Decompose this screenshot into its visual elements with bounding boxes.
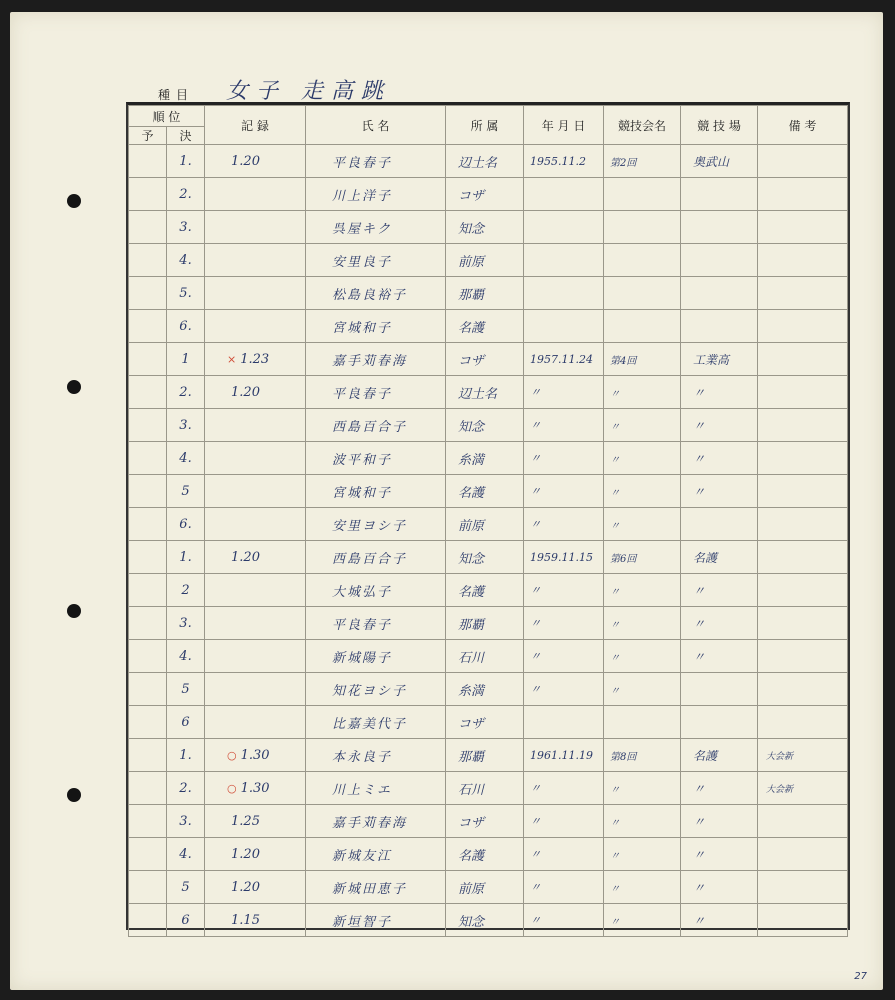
header-date: 年 月 日 — [524, 106, 604, 145]
affiliation-cell: 名護 — [446, 574, 524, 607]
date-cell: 1957.11.24 — [524, 343, 604, 376]
records-table — [126, 102, 850, 930]
note-cell — [758, 574, 848, 607]
binder-hole — [67, 194, 81, 208]
date-cell: 1955.11.2 — [524, 145, 604, 178]
note-cell — [758, 838, 848, 871]
affiliation-cell: 辺土名 — [446, 145, 524, 178]
header-prelim: 予 — [129, 127, 167, 145]
note-cell — [758, 640, 848, 673]
prelim-cell — [129, 640, 167, 673]
venue-cell: 〃 — [681, 376, 758, 409]
record-value: 1.20 — [231, 384, 260, 400]
venue-cell: 〃 — [681, 871, 758, 904]
header-rank: 順 位 — [129, 106, 205, 127]
rank-cell: 4. — [167, 442, 205, 475]
rank-cell: 5 — [167, 475, 205, 508]
competition-cell: 〃 — [604, 574, 681, 607]
prelim-cell — [129, 904, 167, 937]
rank-cell: 1. — [167, 145, 205, 178]
table-row — [129, 739, 848, 772]
affiliation-cell: 辺土名 — [446, 376, 524, 409]
name-cell: 川上ミエ — [306, 772, 446, 805]
rank-cell: 2. — [167, 376, 205, 409]
venue-cell: 名護 — [681, 739, 758, 772]
venue-cell — [681, 310, 758, 343]
header-name: 氏 名 — [306, 106, 446, 145]
page-number: 27 — [854, 971, 867, 982]
name-cell: 嘉手苅春海 — [306, 343, 446, 376]
record-cell — [205, 244, 306, 277]
affiliation-cell: 那覇 — [446, 739, 524, 772]
note-cell — [758, 178, 848, 211]
rank-cell: 6. — [167, 508, 205, 541]
affiliation-cell: 知念 — [446, 904, 524, 937]
record-cell — [205, 277, 306, 310]
name-cell: 新城陽子 — [306, 640, 446, 673]
date-cell: 〃 — [524, 574, 604, 607]
affiliation-cell: コザ — [446, 805, 524, 838]
table-row — [129, 838, 848, 871]
prelim-cell — [129, 277, 167, 310]
rank-cell: 5 — [167, 673, 205, 706]
competition-cell: 〃 — [604, 673, 681, 706]
competition-cell: 〃 — [604, 442, 681, 475]
venue-cell — [681, 673, 758, 706]
table-row — [129, 805, 848, 838]
table-row — [129, 244, 848, 277]
competition-cell — [604, 178, 681, 211]
prelim-cell — [129, 145, 167, 178]
affiliation-cell: 石川 — [446, 640, 524, 673]
record-cell — [205, 871, 306, 904]
name-cell: 呉屋キク — [306, 211, 446, 244]
rank-cell: 3. — [167, 211, 205, 244]
note-cell — [758, 277, 848, 310]
date-cell — [524, 244, 604, 277]
venue-cell — [681, 277, 758, 310]
name-cell: 新城友江 — [306, 838, 446, 871]
record-mark: ○ — [227, 781, 237, 795]
date-cell: 〃 — [524, 805, 604, 838]
note-cell — [758, 805, 848, 838]
record-cell — [205, 178, 306, 211]
venue-cell: 〃 — [681, 904, 758, 937]
affiliation-cell: 前原 — [446, 508, 524, 541]
record-cell — [205, 376, 306, 409]
prelim-cell — [129, 805, 167, 838]
rank-cell: 5. — [167, 277, 205, 310]
competition-cell: 〃 — [604, 475, 681, 508]
record-cell — [205, 541, 306, 574]
date-cell: 1959.11.15 — [524, 541, 604, 574]
name-cell: 知花ヨシ子 — [306, 673, 446, 706]
note-cell — [758, 508, 848, 541]
affiliation-cell: 名護 — [446, 838, 524, 871]
table-row — [129, 442, 848, 475]
note-cell — [758, 904, 848, 937]
record-cell — [205, 145, 306, 178]
record-cell — [205, 640, 306, 673]
venue-cell: 名護 — [681, 541, 758, 574]
note-cell — [758, 673, 848, 706]
venue-cell: 〃 — [681, 475, 758, 508]
competition-cell: 第6回 — [604, 541, 681, 574]
header-final: 決 — [167, 127, 205, 145]
affiliation-cell: 名護 — [446, 475, 524, 508]
prelim-cell — [129, 409, 167, 442]
competition-cell: 〃 — [604, 607, 681, 640]
name-cell: 西島百合子 — [306, 541, 446, 574]
record-cell — [205, 706, 306, 739]
note-cell — [758, 211, 848, 244]
rank-cell: 6. — [167, 310, 205, 343]
rank-cell: 4. — [167, 244, 205, 277]
name-cell: 川上洋子 — [306, 178, 446, 211]
name-cell: 波平和子 — [306, 442, 446, 475]
record-cell — [205, 508, 306, 541]
competition-cell: 〃 — [604, 409, 681, 442]
record-cell — [205, 772, 306, 805]
record-cell — [205, 343, 306, 376]
affiliation-cell: 知念 — [446, 541, 524, 574]
record-cell — [205, 574, 306, 607]
table-row — [129, 343, 848, 376]
prelim-cell — [129, 244, 167, 277]
table-row — [129, 211, 848, 244]
date-cell: 1961.11.19 — [524, 739, 604, 772]
rank-cell: 1 — [167, 343, 205, 376]
record-cell — [205, 838, 306, 871]
record-cell — [205, 409, 306, 442]
record-cell — [205, 442, 306, 475]
rank-cell: 1. — [167, 541, 205, 574]
header-venue: 競 技 場 — [681, 106, 758, 145]
competition-cell: 第4回 — [604, 343, 681, 376]
rank-cell: 6 — [167, 904, 205, 937]
prelim-cell — [129, 673, 167, 706]
header-affiliation: 所 属 — [446, 106, 524, 145]
record-value: 1.20 — [231, 846, 260, 862]
prelim-cell — [129, 772, 167, 805]
venue-cell: 〃 — [681, 805, 758, 838]
name-cell: 松島良裕子 — [306, 277, 446, 310]
competition-cell — [604, 277, 681, 310]
date-cell: 〃 — [524, 376, 604, 409]
event-title: 女子 走高跳 — [226, 79, 391, 104]
venue-cell: 奥武山 — [681, 145, 758, 178]
record-value: 1.23 — [240, 351, 270, 367]
table-row — [129, 475, 848, 508]
affiliation-cell: コザ — [446, 178, 524, 211]
table-row — [129, 673, 848, 706]
date-cell: 〃 — [524, 904, 604, 937]
record-cell — [205, 805, 306, 838]
record-cell — [205, 739, 306, 772]
record-value: 1.20 — [231, 549, 260, 565]
record-cell — [205, 475, 306, 508]
table-row — [129, 904, 848, 937]
rank-cell: 5 — [167, 871, 205, 904]
affiliation-cell: 名護 — [446, 310, 524, 343]
affiliation-cell: コザ — [446, 706, 524, 739]
table-row — [129, 574, 848, 607]
competition-cell: 〃 — [604, 805, 681, 838]
name-cell: 西島百合子 — [306, 409, 446, 442]
table-row — [129, 508, 848, 541]
date-cell — [524, 706, 604, 739]
date-cell: 〃 — [524, 475, 604, 508]
date-cell — [524, 277, 604, 310]
note-cell — [758, 409, 848, 442]
record-mark: ○ — [227, 748, 237, 762]
affiliation-cell: 那覇 — [446, 277, 524, 310]
venue-cell: 〃 — [681, 640, 758, 673]
prelim-cell — [129, 343, 167, 376]
date-cell: 〃 — [524, 838, 604, 871]
name-cell: 嘉手苅春海 — [306, 805, 446, 838]
record-mark: × — [227, 352, 237, 366]
event-label: 種目 — [158, 88, 195, 102]
competition-cell: 〃 — [604, 904, 681, 937]
rank-cell: 6 — [167, 706, 205, 739]
rank-cell: 3. — [167, 805, 205, 838]
prelim-cell — [129, 376, 167, 409]
competition-cell — [604, 310, 681, 343]
date-cell: 〃 — [524, 442, 604, 475]
header-notes: 備 考 — [758, 106, 848, 145]
note-cell — [758, 244, 848, 277]
record-cell — [205, 310, 306, 343]
venue-cell: 〃 — [681, 838, 758, 871]
prelim-cell — [129, 541, 167, 574]
affiliation-cell: 那覇 — [446, 607, 524, 640]
record-value: 1.30 — [240, 780, 270, 796]
competition-cell: 〃 — [604, 772, 681, 805]
rank-cell: 4. — [167, 838, 205, 871]
venue-cell: 〃 — [681, 607, 758, 640]
event-header — [136, 76, 536, 103]
name-cell: 安里ヨシ子 — [306, 508, 446, 541]
name-cell: 比嘉美代子 — [306, 706, 446, 739]
note-cell — [758, 871, 848, 904]
affiliation-cell: 石川 — [446, 772, 524, 805]
competition-cell: 〃 — [604, 508, 681, 541]
binder-hole — [67, 604, 81, 618]
name-cell: 安里良子 — [306, 244, 446, 277]
competition-cell — [604, 706, 681, 739]
prelim-cell — [129, 310, 167, 343]
name-cell: 新城田恵子 — [306, 871, 446, 904]
rank-cell: 3. — [167, 409, 205, 442]
record-value: 1.30 — [240, 747, 270, 763]
binder-hole — [67, 380, 81, 394]
date-cell: 〃 — [524, 607, 604, 640]
note-cell: 大会新 — [758, 772, 848, 805]
note-cell — [758, 706, 848, 739]
affiliation-cell: コザ — [446, 343, 524, 376]
competition-cell: 第8回 — [604, 739, 681, 772]
prelim-cell — [129, 871, 167, 904]
competition-cell: 第2回 — [604, 145, 681, 178]
record-cell — [205, 607, 306, 640]
competition-cell — [604, 211, 681, 244]
record-value: 1.20 — [231, 879, 260, 895]
venue-cell — [681, 706, 758, 739]
venue-cell — [681, 244, 758, 277]
table-row — [129, 541, 848, 574]
competition-cell: 〃 — [604, 640, 681, 673]
note-cell — [758, 145, 848, 178]
table-row — [129, 640, 848, 673]
prelim-cell — [129, 442, 167, 475]
venue-cell: 工業高 — [681, 343, 758, 376]
rank-cell: 2. — [167, 178, 205, 211]
note-cell — [758, 310, 848, 343]
venue-cell — [681, 178, 758, 211]
venue-cell: 〃 — [681, 574, 758, 607]
table-row — [129, 772, 848, 805]
rank-cell: 1. — [167, 739, 205, 772]
prelim-cell — [129, 211, 167, 244]
venue-cell — [681, 508, 758, 541]
prelim-cell — [129, 739, 167, 772]
table-row — [129, 706, 848, 739]
affiliation-cell: 前原 — [446, 244, 524, 277]
header-competition: 競技会名 — [604, 106, 681, 145]
competition-cell — [604, 244, 681, 277]
name-cell: 宮城和子 — [306, 310, 446, 343]
date-cell: 〃 — [524, 772, 604, 805]
date-cell: 〃 — [524, 871, 604, 904]
record-cell — [205, 211, 306, 244]
header-record: 記 録 — [205, 106, 306, 145]
record-value: 1.15 — [231, 912, 260, 928]
venue-cell: 〃 — [681, 772, 758, 805]
affiliation-cell: 知念 — [446, 211, 524, 244]
name-cell: 平良春子 — [306, 607, 446, 640]
date-cell — [524, 178, 604, 211]
date-cell — [524, 211, 604, 244]
name-cell: 新垣智子 — [306, 904, 446, 937]
prelim-cell — [129, 838, 167, 871]
note-cell — [758, 607, 848, 640]
date-cell — [524, 310, 604, 343]
prelim-cell — [129, 706, 167, 739]
prelim-cell — [129, 574, 167, 607]
name-cell: 本永良子 — [306, 739, 446, 772]
record-cell — [205, 673, 306, 706]
records-body — [129, 145, 848, 937]
venue-cell: 〃 — [681, 442, 758, 475]
rank-cell: 2 — [167, 574, 205, 607]
venue-cell — [681, 211, 758, 244]
record-value: 1.25 — [231, 813, 260, 829]
table-row — [129, 871, 848, 904]
prelim-cell — [129, 178, 167, 211]
competition-cell: 〃 — [604, 376, 681, 409]
affiliation-cell: 知念 — [446, 409, 524, 442]
name-cell: 平良春子 — [306, 376, 446, 409]
date-cell: 〃 — [524, 673, 604, 706]
venue-cell: 〃 — [681, 409, 758, 442]
table-row — [129, 376, 848, 409]
note-cell — [758, 442, 848, 475]
note-cell: 大会新 — [758, 739, 848, 772]
rank-cell: 3. — [167, 607, 205, 640]
note-cell — [758, 343, 848, 376]
table-row — [129, 409, 848, 442]
competition-cell: 〃 — [604, 871, 681, 904]
name-cell: 宮城和子 — [306, 475, 446, 508]
date-cell: 〃 — [524, 640, 604, 673]
prelim-cell — [129, 607, 167, 640]
record-cell — [205, 904, 306, 937]
prelim-cell — [129, 475, 167, 508]
name-cell: 平良春子 — [306, 145, 446, 178]
note-cell — [758, 475, 848, 508]
competition-cell: 〃 — [604, 838, 681, 871]
table-row — [129, 145, 848, 178]
note-cell — [758, 541, 848, 574]
date-cell: 〃 — [524, 409, 604, 442]
rank-cell: 2. — [167, 772, 205, 805]
binder-hole — [67, 788, 81, 802]
affiliation-cell: 糸満 — [446, 442, 524, 475]
name-cell: 大城弘子 — [306, 574, 446, 607]
date-cell: 〃 — [524, 508, 604, 541]
table-row — [129, 277, 848, 310]
record-value: 1.20 — [231, 153, 260, 169]
rank-cell: 4. — [167, 640, 205, 673]
note-cell — [758, 376, 848, 409]
affiliation-cell: 糸満 — [446, 673, 524, 706]
prelim-cell — [129, 508, 167, 541]
affiliation-cell: 前原 — [446, 871, 524, 904]
table-row — [129, 178, 848, 211]
table-row — [129, 607, 848, 640]
table-row — [129, 310, 848, 343]
